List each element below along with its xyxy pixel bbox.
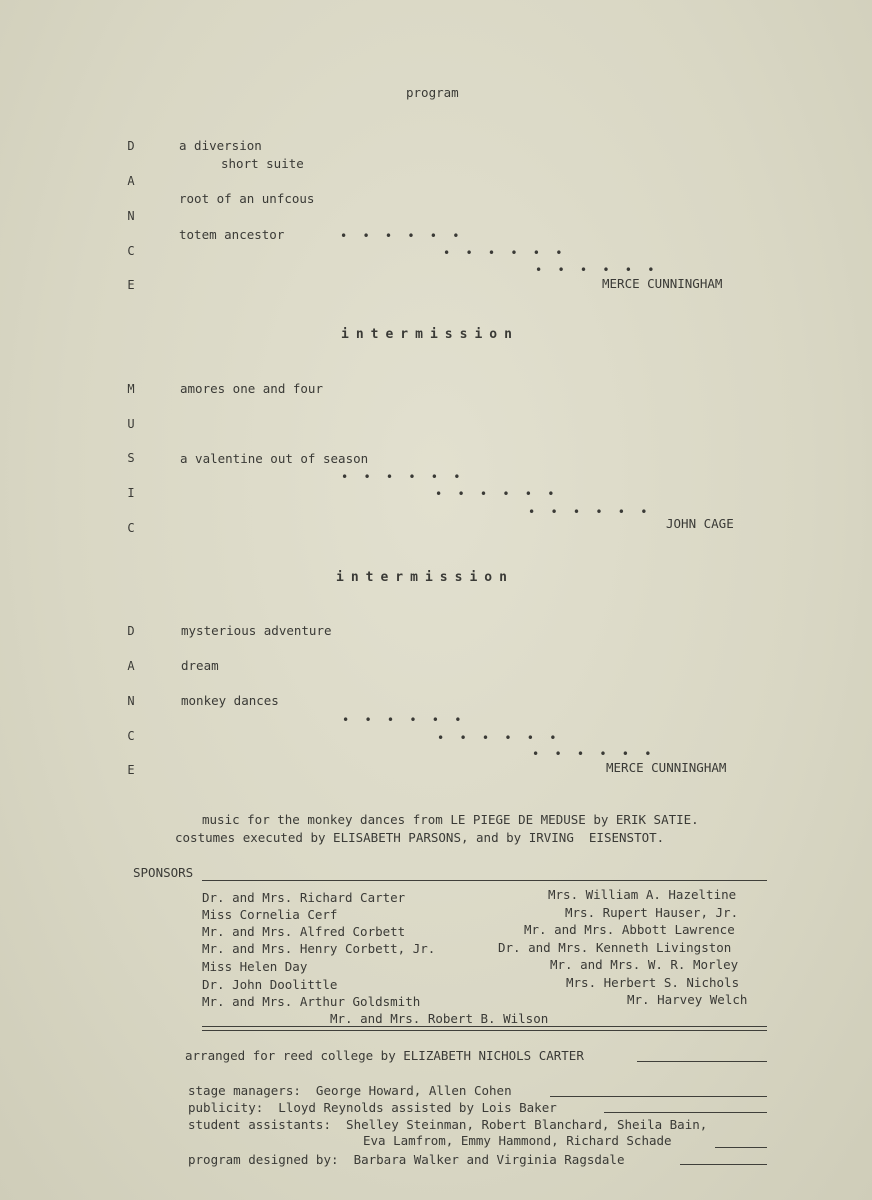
section-2-letter: M (127, 382, 135, 396)
leader-dots: • • • • • • (528, 505, 652, 519)
section-3-letter: E (127, 763, 135, 777)
section-1-letter: C (127, 244, 135, 258)
page-title: program (406, 85, 459, 100)
leader-dots: • • • • • • (532, 747, 656, 761)
fill-line (680, 1164, 767, 1165)
fill-line (715, 1147, 767, 1148)
intermission-label: intermission (341, 327, 519, 342)
leader-dots: • • • • • • (342, 713, 466, 727)
sponsors-bottom-rule-2 (202, 1030, 767, 1031)
sponsor-name: Mrs. Herbert S. Nichols (566, 975, 740, 990)
fill-line (550, 1096, 767, 1097)
fill-line (604, 1112, 767, 1113)
sponsor-name: Mr. and Mrs. Robert B. Wilson (330, 1011, 549, 1026)
sponsor-name: Miss Helen Day (202, 959, 308, 974)
section-2-letter: C (127, 521, 135, 535)
program-item: monkey dances (181, 693, 279, 708)
sponsor-name: Mr. and Mrs. Henry Corbett, Jr. (202, 941, 436, 956)
sponsor-name: Mr. Harvey Welch (627, 992, 748, 1007)
program-item: totem ancestor (179, 227, 285, 242)
sponsor-name: Mrs. Rupert Hauser, Jr. (565, 905, 739, 920)
sponsor-name: Mr. and Mrs. Abbott Lawrence (524, 922, 735, 937)
section-2-letter: U (127, 417, 135, 431)
fill-line (637, 1061, 767, 1062)
music-note: music for the monkey dances from LE PIEGE DE MEDUSE by ERIK SATIE. (202, 812, 699, 827)
intermission-label: intermission (336, 570, 514, 585)
sponsor-name: Mr. and Mrs. Arthur Goldsmith (202, 994, 421, 1009)
sponsors-rule (202, 880, 767, 881)
program-item: dream (181, 658, 219, 673)
program-item: amores one and four (180, 381, 323, 396)
stage-managers-credit: stage managers: George Howard, Allen Cohen (188, 1083, 512, 1098)
costume-note: costumes executed by ELISABETH PARSONS, and by IRVING EISENSTOT. (175, 830, 665, 845)
sponsor-name: Miss Cornelia Cerf (202, 907, 338, 922)
section-1-letter: N (127, 209, 135, 223)
leader-dots: • • • • • • (341, 470, 465, 484)
program-item: a valentine out of season (180, 451, 369, 466)
section-2-letter: I (127, 486, 135, 500)
section-3-letter: D (127, 624, 135, 638)
section-1-letter: D (127, 139, 135, 153)
student-assistants-credit-cont: Eva Lamfrom, Emmy Hammond, Richard Schade (363, 1133, 672, 1148)
student-assistants-credit: student assistants: Shelley Steinman, Robert Blanchard, Sheila Bain, (188, 1117, 708, 1132)
performer-name: JOHN CAGE (666, 516, 734, 531)
arranged-credit: arranged for reed college by ELIZABETH NICHOLS CARTER (185, 1048, 584, 1063)
performer-name: MERCE CUNNINGHAM (602, 276, 723, 291)
program-item: a diversion (179, 138, 262, 153)
section-3-letter: N (127, 694, 135, 708)
section-2-letter: S (127, 451, 135, 465)
program-item: mysterious adventure (181, 623, 332, 638)
performer-name: MERCE CUNNINGHAM (606, 760, 727, 775)
sponsor-name: Dr. and Mrs. Kenneth Livingston (498, 940, 732, 955)
program-item: root of an unfcous (179, 191, 315, 206)
sponsor-name: Mrs. William A. Hazeltine (548, 887, 737, 902)
program-designer-credit: program designed by: Barbara Walker and Virginia Ragsdale (188, 1152, 625, 1167)
sponsor-name: Mr. and Mrs. Alfred Corbett (202, 924, 406, 939)
sponsor-name: Dr. and Mrs. Richard Carter (202, 890, 406, 905)
leader-dots: • • • • • • (535, 263, 659, 277)
section-1-letter: E (127, 278, 135, 292)
section-3-letter: A (127, 659, 135, 673)
sponsor-name: Mr. and Mrs. W. R. Morley (550, 957, 739, 972)
leader-dots: • • • • • • (340, 229, 464, 243)
sponsors-bottom-rule (202, 1026, 767, 1027)
section-3-letter: C (127, 729, 135, 743)
sponsors-heading: SPONSORS (133, 865, 194, 880)
leader-dots: • • • • • • (435, 487, 559, 501)
leader-dots: • • • • • • (443, 246, 567, 260)
section-1-letter: A (127, 174, 135, 188)
sponsor-name: Dr. John Doolittle (202, 977, 338, 992)
publicity-credit: publicity: Lloyd Reynolds assisted by Lois Baker (188, 1100, 557, 1115)
leader-dots: • • • • • • (437, 731, 561, 745)
program-subitem: short suite (221, 156, 304, 171)
